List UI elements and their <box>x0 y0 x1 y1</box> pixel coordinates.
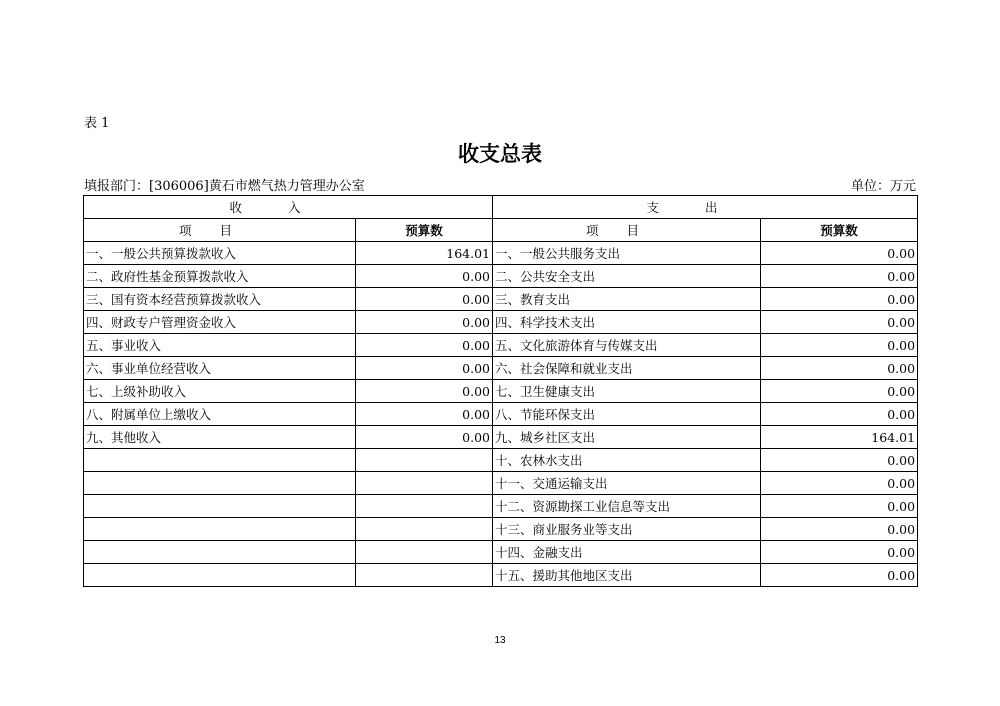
income-value-cell: 0.00 <box>356 403 493 426</box>
expense-item-cell: 三、教育支出 <box>493 288 761 311</box>
expense-value-cell: 0.00 <box>761 380 918 403</box>
income-item-cell: 四、财政专户管理资金收入 <box>84 311 356 334</box>
income-value-cell: 0.00 <box>356 334 493 357</box>
expense-value-cell: 0.00 <box>761 242 918 265</box>
expense-value-cell: 0.00 <box>761 564 918 587</box>
expense-item-cell: 十五、援助其他地区支出 <box>493 564 761 587</box>
income-value-cell: 0.00 <box>356 357 493 380</box>
income-item-cell <box>84 541 356 564</box>
income-value-cell: 0.00 <box>356 265 493 288</box>
expense-item-cell: 十一、交通运输支出 <box>493 472 761 495</box>
expense-value-cell: 0.00 <box>761 403 918 426</box>
income-value-cell <box>356 449 493 472</box>
column-header-row <box>84 219 918 242</box>
income-item-cell: 一、一般公共预算拨款收入 <box>84 242 356 265</box>
expense-value-cell: 0.00 <box>761 357 918 380</box>
expense-item-cell: 十、农林水支出 <box>493 449 761 472</box>
table-row <box>84 242 918 265</box>
income-value-cell: 164.01 <box>356 242 493 265</box>
expense-item-cell: 一、一般公共服务支出 <box>493 242 761 265</box>
table-row <box>84 518 918 541</box>
income-item-cell: 八、附属单位上缴收入 <box>84 403 356 426</box>
income-item-cell <box>84 564 356 587</box>
income-item-header: 项目 <box>84 219 356 242</box>
expense-item-cell: 二、公共安全支出 <box>493 265 761 288</box>
income-value-cell <box>356 495 493 518</box>
income-value-cell: 0.00 <box>356 311 493 334</box>
income-value-cell <box>356 472 493 495</box>
income-section-header: 收入 <box>84 196 493 219</box>
page-number: 13 <box>494 635 506 646</box>
income-item-cell <box>84 495 356 518</box>
table-row <box>84 564 918 587</box>
expense-value-cell: 0.00 <box>761 472 918 495</box>
table-row <box>84 380 918 403</box>
section-header-row <box>84 196 918 219</box>
table-row <box>84 357 918 380</box>
income-item-cell <box>84 518 356 541</box>
table-label: 表 1 <box>84 116 110 131</box>
income-value-cell: 0.00 <box>356 426 493 449</box>
income-value-cell: 0.00 <box>356 288 493 311</box>
table-row <box>84 495 918 518</box>
table-row <box>84 288 918 311</box>
income-item-cell: 五、事业收入 <box>84 334 356 357</box>
table-row <box>84 472 918 495</box>
budget-summary-table <box>83 195 918 587</box>
expense-item-cell: 十四、金融支出 <box>493 541 761 564</box>
income-item-cell: 六、事业单位经营收入 <box>84 357 356 380</box>
expense-value-cell: 0.00 <box>761 311 918 334</box>
table-row <box>84 403 918 426</box>
expense-value-cell: 0.00 <box>761 541 918 564</box>
income-item-cell: 二、政府性基金预算拨款收入 <box>84 265 356 288</box>
income-budget-header: 预算数 <box>356 219 493 242</box>
expense-value-cell: 0.00 <box>761 518 918 541</box>
table-row <box>84 265 918 288</box>
table-row <box>84 426 918 449</box>
table-row <box>84 334 918 357</box>
income-item-cell <box>84 472 356 495</box>
income-value-cell <box>356 518 493 541</box>
expense-value-cell: 0.00 <box>761 495 918 518</box>
department-label: 填报部门：[306006]黄石市燃气热力管理办公室 <box>84 179 365 194</box>
expense-section-header: 支出 <box>493 196 918 219</box>
table-row <box>84 311 918 334</box>
table-row <box>84 541 918 564</box>
unit-label: 单位：万元 <box>850 179 916 194</box>
income-value-cell: 0.00 <box>356 380 493 403</box>
expense-item-cell: 十二、资源勘探工业信息等支出 <box>493 495 761 518</box>
expense-item-cell: 九、城乡社区支出 <box>493 426 761 449</box>
expense-value-cell: 164.01 <box>761 426 918 449</box>
expense-value-cell: 0.00 <box>761 449 918 472</box>
expense-item-cell: 六、社会保障和就业支出 <box>493 357 761 380</box>
expense-item-cell: 五、文化旅游体育与传媒支出 <box>493 334 761 357</box>
expense-value-cell: 0.00 <box>761 265 918 288</box>
expense-value-cell: 0.00 <box>761 334 918 357</box>
income-item-cell: 三、国有资本经营预算拨款收入 <box>84 288 356 311</box>
expense-item-cell: 八、节能环保支出 <box>493 403 761 426</box>
income-item-cell: 九、其他收入 <box>84 426 356 449</box>
table-body <box>84 196 918 587</box>
expense-item-cell: 十三、商业服务业等支出 <box>493 518 761 541</box>
page-title: 收支总表 <box>458 142 542 166</box>
expense-item-cell: 四、科学技术支出 <box>493 311 761 334</box>
income-item-cell: 七、上级补助收入 <box>84 380 356 403</box>
expense-budget-header: 预算数 <box>761 219 918 242</box>
expense-item-cell: 七、卫生健康支出 <box>493 380 761 403</box>
income-item-cell <box>84 449 356 472</box>
expense-item-header: 项目 <box>493 219 761 242</box>
income-value-cell <box>356 541 493 564</box>
expense-value-cell: 0.00 <box>761 288 918 311</box>
table-row <box>84 449 918 472</box>
income-value-cell <box>356 564 493 587</box>
